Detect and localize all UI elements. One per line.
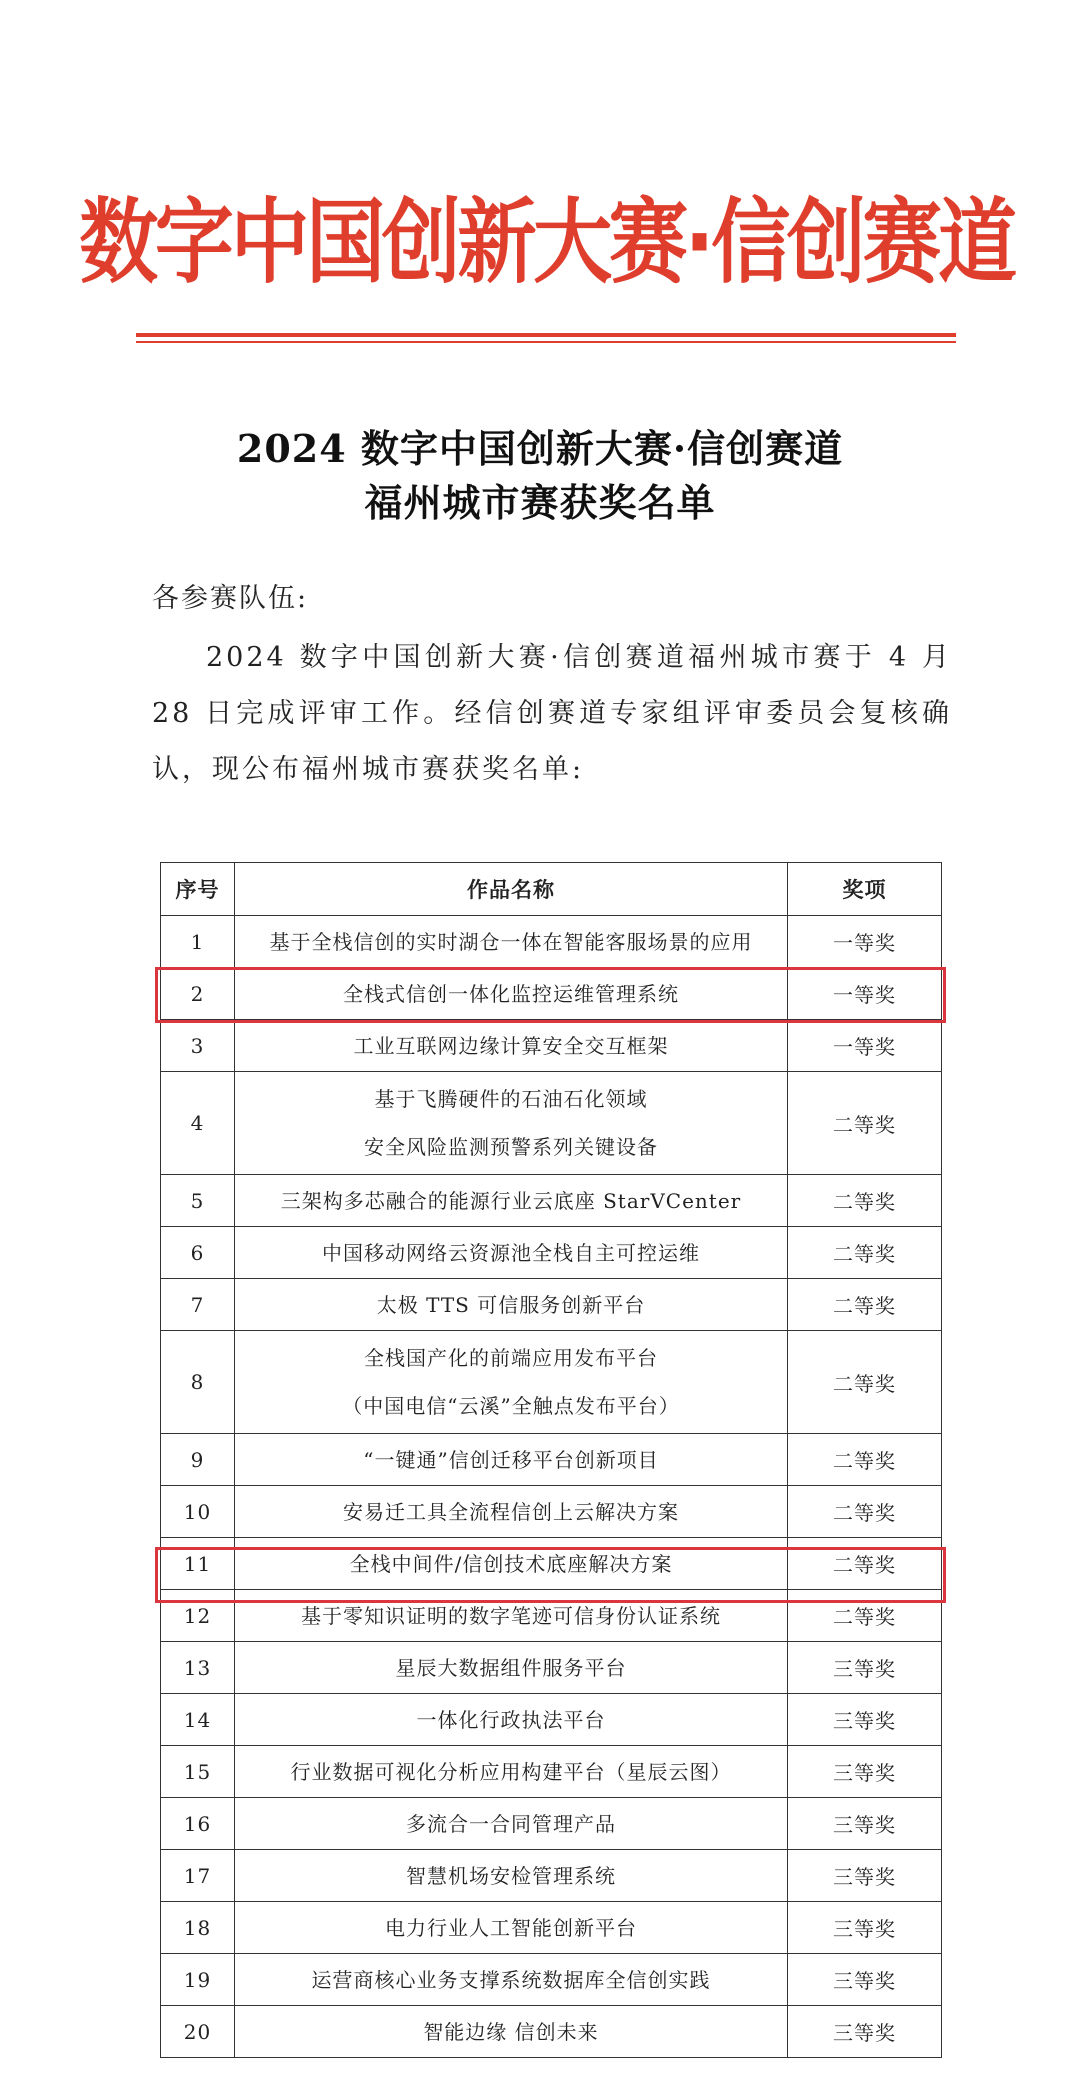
row-work-name [235, 1227, 788, 1279]
banner-divider-thick [136, 333, 956, 337]
row-award: 三等奖 [788, 1746, 942, 1798]
row-number: 10 [161, 1486, 235, 1538]
work-name-line: 星辰大数据组件服务平台 [395, 1655, 627, 1680]
row-award: 二等奖 [788, 1072, 942, 1175]
work-name-line: 工业互联网边缘计算安全交互框架 [353, 1033, 669, 1058]
row-award: 三等奖 [788, 2006, 942, 2058]
work-name-line: 智慧机场安检管理系统 [406, 1863, 616, 1888]
table-row [161, 1850, 942, 1902]
row-number: 9 [161, 1434, 235, 1486]
row-number: 7 [161, 1279, 235, 1331]
row-award: 二等奖 [788, 1486, 942, 1538]
work-name-line: 安全风险监测预警系列关键设备 [364, 1135, 658, 1159]
table-header-row [161, 863, 942, 916]
header-award: 奖项 [788, 863, 942, 916]
row-award: 二等奖 [788, 1279, 942, 1331]
work-name-line: 安易迁工具全流程信创上云解决方案 [343, 1499, 679, 1524]
document-title-line-1: 2024 数字中国创新大赛·信创赛道 [236, 426, 844, 471]
row-award: 二等奖 [788, 1590, 942, 1642]
table-row [161, 916, 942, 968]
table-row [161, 2006, 942, 2058]
row-award: 二等奖 [788, 1434, 942, 1486]
row-award: 三等奖 [788, 1642, 942, 1694]
row-work-name [235, 1175, 788, 1227]
work-name-line: 中国移动网络云资源池全栈自主可控运维 [322, 1240, 700, 1265]
work-name-line: 一体化行政执法平台 [416, 1707, 606, 1732]
table-row [161, 1798, 942, 1850]
row-award: 二等奖 [788, 1538, 942, 1590]
row-number: 11 [161, 1538, 235, 1590]
row-work-name [235, 1486, 788, 1538]
row-work-name [235, 1642, 788, 1694]
row-number: 17 [161, 1850, 235, 1902]
awards-table [160, 862, 942, 2058]
table-row [161, 1434, 942, 1486]
table-row [161, 1072, 942, 1175]
salutation: 各参赛队伍: [152, 583, 309, 614]
row-work-name [235, 1746, 788, 1798]
work-name-line: 行业数据可视化分析应用构建平台（星辰云图） [290, 1759, 732, 1784]
work-name-line: 全栈国产化的前端应用发布平台 [364, 1346, 658, 1370]
header-work-name: 作品名称 [235, 863, 788, 916]
header-number: 序号 [161, 863, 235, 916]
table-row [161, 1902, 942, 1954]
table-row [161, 1486, 942, 1538]
row-award: 三等奖 [788, 1954, 942, 2006]
table-row [161, 1227, 942, 1279]
table-row [161, 1642, 942, 1694]
work-name-line: 智能边缘 信创未来 [423, 2019, 599, 2044]
work-name-line: 全栈中间件/信创技术底座解决方案 [349, 1551, 673, 1576]
row-number: 1 [161, 916, 235, 968]
table-row [161, 1746, 942, 1798]
work-name-line: （中国电信“云溪”全触点发布平台） [342, 1394, 680, 1418]
highlight-box-row-2 [155, 967, 946, 1023]
row-number: 5 [161, 1175, 235, 1227]
work-name-line: 基于飞腾硬件的石油石化领域 [374, 1087, 648, 1111]
row-number: 20 [161, 2006, 235, 2058]
awards-table-body [161, 916, 942, 2058]
row-number: 2 [161, 968, 235, 1020]
row-work-name [235, 1434, 788, 1486]
work-name-line: 太极 TTS 可信服务创新平台 [376, 1292, 646, 1317]
row-award: 三等奖 [788, 1902, 942, 1954]
row-number: 12 [161, 1590, 235, 1642]
row-number: 4 [161, 1072, 235, 1175]
row-award: 一等奖 [788, 1020, 942, 1072]
row-work-name [235, 1072, 788, 1175]
table-row [161, 1020, 942, 1072]
document-banner [78, 160, 1014, 310]
row-work-name [235, 1902, 788, 1954]
row-number: 8 [161, 1331, 235, 1434]
row-number: 3 [161, 1020, 235, 1072]
row-award: 二等奖 [788, 1175, 942, 1227]
row-number: 19 [161, 1954, 235, 2006]
row-work-name [235, 1279, 788, 1331]
table-row [161, 1954, 942, 2006]
work-name-line: 三架构多芯融合的能源行业云底座 StarVCenter [280, 1188, 742, 1213]
work-name-line: 全栈式信创一体化监控运维管理系统 [343, 981, 679, 1006]
highlight-box-row-11 [155, 1547, 946, 1603]
work-name-line: “一键通”信创迁移平台创新项目 [363, 1447, 659, 1472]
row-number: 15 [161, 1746, 235, 1798]
document-title-line-2: 福州城市赛获奖名单 [364, 480, 716, 525]
row-number: 6 [161, 1227, 235, 1279]
work-name-line: 多流合一合同管理产品 [406, 1811, 616, 1836]
row-number: 18 [161, 1902, 235, 1954]
row-number: 14 [161, 1694, 235, 1746]
table-row [161, 1331, 942, 1434]
row-award: 三等奖 [788, 1850, 942, 1902]
row-work-name [235, 1331, 788, 1434]
row-number: 13 [161, 1642, 235, 1694]
row-award: 二等奖 [788, 1331, 942, 1434]
banner-title: 数字中国创新大赛·信创赛道 [78, 189, 1014, 296]
row-number: 16 [161, 1798, 235, 1850]
row-work-name [235, 916, 788, 968]
row-award: 一等奖 [788, 916, 942, 968]
row-work-name [235, 1798, 788, 1850]
row-award: 三等奖 [788, 1694, 942, 1746]
announcement-paragraph: 2024 数字中国创新大赛·信创赛道福州城市赛于 4 月 28 日完成评审工作。经信创赛道专家组评审委员会复核确认，现公布福州城市赛获奖名单: [152, 642, 952, 785]
row-award: 三等奖 [788, 1798, 942, 1850]
work-name-line: 运营商核心业务支撑系统数据库全信创实践 [311, 1967, 711, 1992]
row-award: 一等奖 [788, 968, 942, 1020]
row-work-name [235, 1954, 788, 2006]
work-name-line: 电力行业人工智能创新平台 [385, 1915, 637, 1940]
work-name-line: 基于全栈信创的实时湖仓一体在智能客服场景的应用 [269, 929, 753, 954]
banner-divider-thin [136, 341, 956, 343]
row-award: 二等奖 [788, 1227, 942, 1279]
table-row [161, 1694, 942, 1746]
row-work-name [235, 1020, 788, 1072]
table-row [161, 1175, 942, 1227]
work-name-line: 基于零知识证明的数字笔迹可信身份认证系统 [301, 1603, 721, 1628]
row-work-name [235, 2006, 788, 2058]
table-row [161, 1279, 942, 1331]
row-work-name [235, 1850, 788, 1902]
row-work-name [235, 1694, 788, 1746]
